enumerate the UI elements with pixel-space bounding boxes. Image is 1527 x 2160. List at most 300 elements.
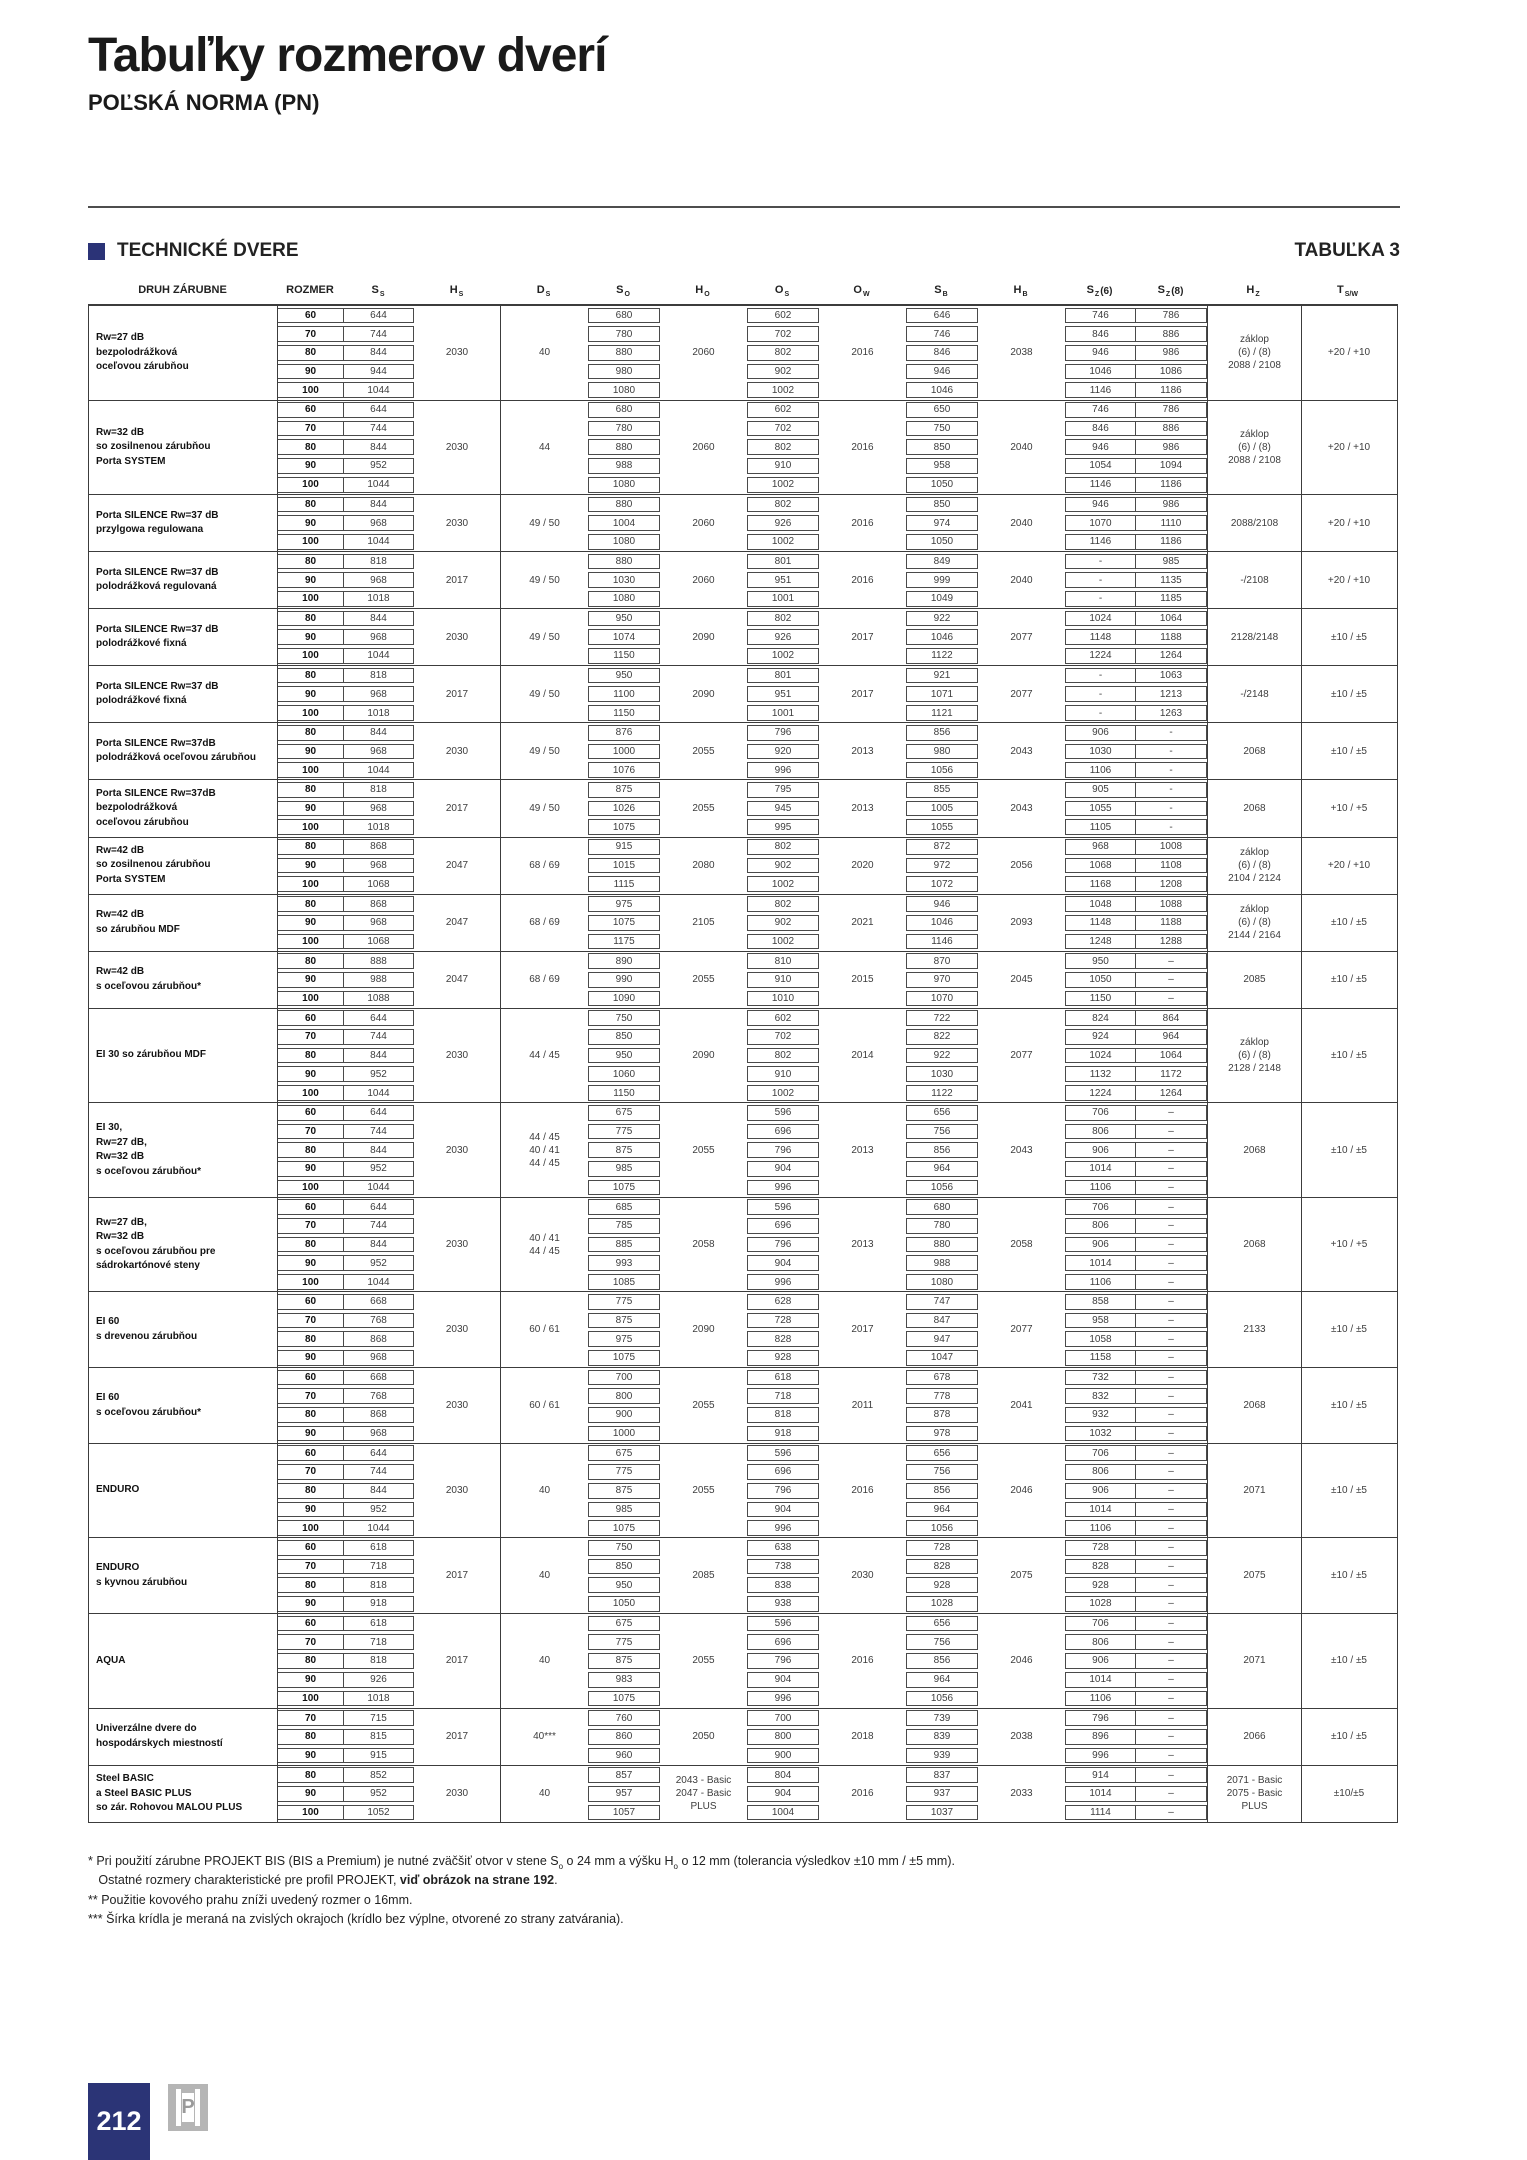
dimension-cell: 864	[1136, 1010, 1207, 1026]
dimension-cell: –	[1136, 991, 1207, 1007]
dimension-cell: 1004	[747, 1805, 819, 1821]
dimension-cell: 928	[906, 1577, 978, 1593]
column-ho: 2090	[692, 631, 715, 643]
column-ss	[344, 838, 414, 894]
dimension-cell: 910	[747, 972, 819, 988]
dimension-cell: 968	[1065, 839, 1136, 855]
column-sz6	[1065, 895, 1136, 951]
dimension-cell: 928	[1065, 1577, 1136, 1593]
dimension-cell: 945	[747, 801, 819, 817]
dimension-cell: 1146	[1065, 534, 1136, 550]
dimension-cell: 856	[906, 1142, 978, 1158]
dimension-cell: 904	[747, 1161, 819, 1177]
dimension-cell: 746	[1065, 402, 1136, 418]
column-so	[588, 666, 660, 722]
column-ow: 2020	[851, 860, 874, 872]
dimension-cell: 70	[278, 1029, 344, 1045]
column-so	[588, 1709, 660, 1765]
column-sz8	[1136, 1292, 1207, 1367]
dimension-cell: 872	[906, 839, 978, 855]
dimension-cell: 796	[747, 1237, 819, 1253]
dimension-cell: 775	[588, 1464, 660, 1480]
dimension-cell: 972	[906, 858, 978, 874]
column-hb: 2056	[1010, 860, 1033, 872]
dimension-cell: 70	[278, 421, 344, 437]
dimension-cell: 1001	[747, 705, 819, 721]
column-ow: 2017	[851, 688, 874, 700]
dimension-cell: 924	[1065, 1029, 1136, 1045]
dimension-cell: 1030	[588, 572, 660, 588]
column-os	[747, 780, 819, 836]
column-os	[747, 1103, 819, 1197]
column-os	[747, 1614, 819, 1708]
column-ss	[344, 495, 414, 551]
dimension-cell: 952	[344, 1161, 414, 1177]
dimension-cell: 768	[344, 1313, 414, 1329]
dimension-cell: 1018	[344, 819, 414, 835]
dimension-cell: 90	[278, 858, 344, 874]
dimension-cell: 1264	[1136, 1085, 1207, 1101]
dimension-cell: 90	[278, 915, 344, 931]
column-ds: 49 / 50	[529, 688, 560, 700]
column-ss	[344, 1103, 414, 1197]
dimension-cell: 80	[278, 497, 344, 513]
dimension-cell: 951	[747, 686, 819, 702]
column-sz8	[1136, 895, 1207, 951]
dimension-cell: 90	[278, 1255, 344, 1271]
dimension-cell: 80	[278, 953, 344, 969]
dimension-cell: 1030	[906, 1066, 978, 1082]
dimension-cell: 1186	[1136, 382, 1207, 398]
dimension-cell: 904	[747, 1255, 819, 1271]
column-t: ±10 / ±5	[1301, 1368, 1396, 1443]
dimension-cell: 968	[344, 858, 414, 874]
column-rozmer	[278, 666, 344, 722]
dimension-cell: 1068	[1065, 858, 1136, 874]
table-group-row	[88, 306, 1398, 401]
dimension-cell: 802	[747, 497, 819, 513]
column-sb	[906, 495, 978, 551]
column-hb: 2058	[1010, 1239, 1033, 1251]
dimension-cell: 980	[906, 744, 978, 760]
column-sz6	[1065, 1198, 1136, 1292]
dimension-cell: 80	[278, 554, 344, 570]
column-hb: 2033	[1010, 1788, 1033, 1800]
dimension-cell: 1263	[1136, 705, 1207, 721]
dimension-cell: 1044	[344, 1520, 414, 1536]
dimension-cell: 100	[278, 762, 344, 778]
dimension-cell: 70	[278, 1124, 344, 1140]
table-group-row	[88, 895, 1398, 952]
column-so	[588, 1198, 660, 1292]
column-t: +20 / +10	[1301, 552, 1396, 608]
dimension-cell: 886	[1136, 326, 1207, 342]
column-t: +20 / +10	[1301, 401, 1396, 495]
table-group-row	[88, 552, 1398, 609]
column-hz: záklop (6) / (8) 2088 / 2108	[1207, 401, 1301, 495]
dimension-cell: 1150	[588, 705, 660, 721]
column-so	[588, 952, 660, 1008]
dimension-cell: 1080	[588, 591, 660, 607]
column-header: $S_B$	[934, 284, 948, 298]
column-rozmer	[278, 1198, 344, 1292]
dimension-cell: 818	[344, 668, 414, 684]
dimension-cell: 1028	[906, 1596, 978, 1612]
column-sz6	[1065, 306, 1136, 400]
column-ow: 2016	[851, 517, 874, 529]
column-hb: 2038	[1010, 347, 1033, 359]
frame-type-label: Rw=27 dB bezpolodrážková oceľovou zárubňou	[89, 306, 278, 400]
dimension-cell: 1094	[1136, 458, 1207, 474]
column-hs: 2047	[414, 838, 501, 894]
column-ho: 2055	[692, 803, 715, 815]
column-sb	[906, 609, 978, 665]
column-ss	[344, 1292, 414, 1367]
dimension-cell: 856	[906, 725, 978, 741]
dimension-cell: 80	[278, 839, 344, 855]
column-sz8	[1136, 401, 1207, 495]
dimension-cell: 815	[344, 1729, 414, 1745]
dimension-cell: 988	[906, 1255, 978, 1271]
column-header: $T_{S/W}$	[1337, 284, 1358, 298]
dimension-cell: 780	[588, 326, 660, 342]
table-header-row	[88, 276, 1398, 304]
column-t: ±10 / ±5	[1301, 1103, 1396, 1197]
column-t: ±10/±5	[1301, 1766, 1396, 1822]
column-sb	[906, 1009, 978, 1103]
dimension-cell: 786	[1136, 308, 1207, 324]
dimension-cell: 920	[747, 744, 819, 760]
page-subtitle: POĽSKÁ NORMA (PN)	[88, 90, 320, 115]
column-header: $S_Z(6)$	[1086, 284, 1113, 298]
dimension-cell: 70	[278, 1218, 344, 1234]
dimension-cell: 1080	[588, 477, 660, 493]
dimension-cell: 995	[747, 819, 819, 835]
table-group-row	[88, 1368, 1398, 1444]
dimension-cell: 968	[344, 1350, 414, 1366]
dimension-cell: –	[1136, 1767, 1207, 1783]
frame-type-label: ENDURO	[89, 1444, 278, 1538]
dimension-cell: 832	[1065, 1388, 1136, 1404]
dimension-cell: 868	[344, 1407, 414, 1423]
dimension-cell: 828	[906, 1559, 978, 1575]
dimension-cell: 870	[906, 953, 978, 969]
dimension-cell: 602	[747, 308, 819, 324]
column-ss	[344, 1368, 414, 1443]
dimension-cell: 856	[906, 1483, 978, 1499]
column-so	[588, 401, 660, 495]
dimension-cell: 90	[278, 1672, 344, 1688]
dimension-cell: 1106	[1065, 1520, 1136, 1536]
column-sz6	[1065, 495, 1136, 551]
column-ds: 40	[538, 347, 551, 359]
dimension-cell: –	[1136, 1672, 1207, 1688]
column-rozmer	[278, 609, 344, 665]
column-os	[747, 1292, 819, 1367]
dimension-cell: 1014	[1065, 1672, 1136, 1688]
dimension-cell: 996	[747, 1520, 819, 1536]
dimension-cell: 796	[747, 725, 819, 741]
dimension-cell: 906	[1065, 1653, 1136, 1669]
dimension-cell: 90	[278, 1502, 344, 1518]
column-ow: 2017	[851, 1324, 874, 1336]
dimension-cell: 1050	[906, 477, 978, 493]
column-ho: 2090	[692, 1324, 715, 1336]
dimension-cell: 946	[1065, 497, 1136, 513]
dimension-cell: 1105	[1065, 819, 1136, 835]
dimension-cell: 850	[906, 439, 978, 455]
dimension-cell: 696	[747, 1464, 819, 1480]
column-so	[588, 1614, 660, 1708]
dimension-cell: 946	[1065, 439, 1136, 455]
frame-type-label: Porta SILENCE Rw=37dB polodrážková oceľovou zárubňou	[89, 723, 278, 779]
dimension-cell: 675	[588, 1445, 660, 1461]
dimension-cell: 1150	[588, 648, 660, 664]
column-ho: 2055	[692, 974, 715, 986]
dimension-cell: 800	[588, 1388, 660, 1404]
column-ow: 2013	[851, 1144, 874, 1156]
column-hz: 2133	[1207, 1292, 1301, 1367]
dimension-cell: 818	[344, 1653, 414, 1669]
column-hs: 2030	[414, 306, 501, 400]
dimension-cell: 596	[747, 1445, 819, 1461]
table-group-row	[88, 1766, 1398, 1823]
table-group-row	[88, 1709, 1398, 1766]
dimension-cell: 852	[344, 1767, 414, 1783]
dimension-cell: 1085	[588, 1274, 660, 1290]
footnote-line: *** Šírka krídla je meraná na zvislých okrajoch (krídlo bez výplne, otvorené zo strany zatvárania).	[88, 1912, 624, 1927]
dimension-cell: 656	[906, 1445, 978, 1461]
dimension-cell: 880	[588, 345, 660, 361]
dimension-cell: 804	[747, 1767, 819, 1783]
dimension-cell: 1148	[1065, 915, 1136, 931]
frame-type-label: EI 30 so zárubňou MDF	[89, 1009, 278, 1103]
table-group-row	[88, 1103, 1398, 1198]
dimension-cell: 646	[906, 308, 978, 324]
dimension-cell: –	[1136, 1634, 1207, 1650]
column-header: $H_S$	[449, 284, 464, 298]
dimension-cell: 968	[344, 515, 414, 531]
column-sb	[906, 552, 978, 608]
column-ow: 2016	[851, 441, 874, 453]
dimension-cell: 90	[278, 1426, 344, 1442]
dimension-cell: 828	[747, 1331, 819, 1347]
dimension-cell: 675	[588, 1616, 660, 1632]
column-ds: 68 / 69	[529, 917, 560, 929]
column-ss	[344, 609, 414, 665]
dimension-cell: –	[1136, 1255, 1207, 1271]
dimension-cell: 1075	[588, 1180, 660, 1196]
dimension-cell: 1075	[588, 1350, 660, 1366]
column-hs: 2017	[414, 666, 501, 722]
dimension-cell: 1018	[344, 705, 414, 721]
table-group-row	[88, 1538, 1398, 1614]
dimension-cell: 1044	[344, 382, 414, 398]
dimension-cell: 678	[906, 1370, 978, 1386]
dimension-cell: 1005	[906, 801, 978, 817]
frame-type-label: Porta SILENCE Rw=37 dB polodrážkové fixná	[89, 609, 278, 665]
column-so	[588, 723, 660, 779]
dimension-cell: 844	[344, 1237, 414, 1253]
dimension-cell: 90	[278, 515, 344, 531]
column-ho: 2055	[692, 1400, 715, 1412]
table-group-row	[88, 666, 1398, 723]
column-hz: -/2148	[1207, 666, 1301, 722]
dimension-cell: –	[1136, 1218, 1207, 1234]
table-group-row	[88, 609, 1398, 666]
dimension-cell: –	[1136, 1124, 1207, 1140]
column-sz8	[1136, 780, 1207, 836]
column-header: $D_S$	[536, 284, 551, 298]
dimension-cell: 985	[1136, 554, 1207, 570]
frame-type-label: EI 30, Rw=27 dB, Rw=32 dB s oceľovou zárubňou*	[89, 1103, 278, 1197]
column-ho: 2055	[692, 1485, 715, 1497]
dimension-cell: –	[1136, 1748, 1207, 1764]
dimension-cell: 806	[1065, 1124, 1136, 1140]
column-t: +20 / +10	[1301, 306, 1396, 400]
column-sz8	[1136, 1103, 1207, 1197]
column-rozmer	[278, 1766, 344, 1822]
column-ds: 49 / 50	[529, 745, 560, 757]
dimension-cell: -	[1065, 705, 1136, 721]
dimension-cell: 968	[344, 801, 414, 817]
dimension-cell: 849	[906, 554, 978, 570]
column-t: +20 / +10	[1301, 838, 1396, 894]
dimension-cell: 1106	[1065, 762, 1136, 778]
column-hs: 2030	[414, 1368, 501, 1443]
column-ds: 40***	[533, 1731, 556, 1743]
dimension-cell: –	[1136, 1596, 1207, 1612]
dimension-cell: 1018	[344, 591, 414, 607]
column-sz6	[1065, 1368, 1136, 1443]
dimension-cell: 696	[747, 1218, 819, 1234]
dimension-cell: 1057	[588, 1805, 660, 1821]
dimension-cell: 80	[278, 439, 344, 455]
column-hz: 2066	[1207, 1709, 1301, 1765]
dimension-cell: 796	[747, 1142, 819, 1158]
dimension-cell: 1055	[1065, 801, 1136, 817]
dimension-cell: 1075	[588, 819, 660, 835]
column-so	[588, 495, 660, 551]
dimension-cell: 918	[344, 1596, 414, 1612]
dimension-cell: 875	[588, 1313, 660, 1329]
dimension-cell: 1049	[906, 591, 978, 607]
dimension-cell: 983	[588, 1672, 660, 1688]
column-hz: 2071	[1207, 1444, 1301, 1538]
column-t: +10 / +5	[1301, 1198, 1396, 1292]
dimension-cell: 1047	[906, 1350, 978, 1366]
dimension-cell: 1050	[588, 1596, 660, 1612]
dimension-cell: 905	[1065, 782, 1136, 798]
column-ds: 49 / 50	[529, 803, 560, 815]
column-ho: 2055	[692, 1655, 715, 1667]
column-os	[747, 306, 819, 400]
dimension-cell: 1028	[1065, 1596, 1136, 1612]
dimension-cell: 70	[278, 1313, 344, 1329]
dimension-cell: 950	[588, 1577, 660, 1593]
column-ow: 2016	[851, 1485, 874, 1497]
dimension-cell: 928	[747, 1350, 819, 1366]
dimension-cell: 90	[278, 572, 344, 588]
column-hz: 2085	[1207, 952, 1301, 1008]
dimension-cell: 1080	[588, 382, 660, 398]
column-t: ±10 / ±5	[1301, 609, 1396, 665]
column-t: ±10 / ±5	[1301, 952, 1396, 1008]
column-ow: 2014	[851, 1050, 874, 1062]
table-group-row	[88, 1292, 1398, 1368]
dimension-cell: 932	[1065, 1407, 1136, 1423]
dimension-cell: 1050	[1065, 972, 1136, 988]
dimension-cell: 596	[747, 1199, 819, 1215]
dimension-cell: 876	[588, 725, 660, 741]
dimension-cell: 1063	[1136, 668, 1207, 684]
dimension-cell: 80	[278, 1048, 344, 1064]
dimension-cell: 950	[588, 668, 660, 684]
column-hs: 2030	[414, 609, 501, 665]
column-header: $H_B$	[1013, 284, 1028, 298]
dimension-cell: 80	[278, 1729, 344, 1745]
column-ho: 2105	[692, 917, 715, 929]
dimension-cell: 1044	[344, 1274, 414, 1290]
frame-type-label: Univerzálne dvere do hospodárskych miestností	[89, 1709, 278, 1765]
table-group-row	[88, 1444, 1398, 1539]
dimension-cell: 728	[906, 1540, 978, 1556]
dimension-cell: 850	[588, 1559, 660, 1575]
dimension-cell: 946	[906, 364, 978, 380]
column-ds: 40	[538, 1570, 551, 1582]
section-header	[88, 240, 1400, 262]
column-rozmer	[278, 1709, 344, 1765]
column-os	[747, 495, 819, 551]
dimension-cell: -	[1065, 554, 1136, 570]
dimension-cell: 1010	[747, 991, 819, 1007]
dimension-cell: 1108	[1136, 858, 1207, 874]
column-hb: 2040	[1010, 441, 1033, 453]
dimension-cell: 100	[278, 591, 344, 607]
dimension-cell: 802	[747, 611, 819, 627]
dimension-cell: –	[1136, 1350, 1207, 1366]
divider-rule	[88, 206, 1400, 208]
dimension-cell: -	[1136, 762, 1207, 778]
column-os	[747, 1009, 819, 1103]
frame-type-label: Porta SILENCE Rw=37 dB polodrážková regulovaná	[89, 552, 278, 608]
column-ow: 2017	[851, 631, 874, 643]
column-sz6	[1065, 1444, 1136, 1538]
dimension-cell: -	[1065, 668, 1136, 684]
dimension-cell: 1046	[1065, 364, 1136, 380]
column-hz: záklop (6) / (8) 2104 / 2124	[1207, 838, 1301, 894]
dimension-cell: 760	[588, 1710, 660, 1726]
dimension-cell: 90	[278, 801, 344, 817]
column-ho: 2055	[692, 1144, 715, 1156]
column-hs: 2030	[414, 1103, 501, 1197]
column-sz6	[1065, 1614, 1136, 1708]
column-ho: 2055	[692, 745, 715, 757]
dimension-cell: 1026	[588, 801, 660, 817]
dimension-cell: 1186	[1136, 534, 1207, 550]
dimension-cell: 896	[1065, 1729, 1136, 1745]
dimension-cell: 837	[906, 1767, 978, 1783]
dimension-cell: 1001	[747, 591, 819, 607]
dimension-cell: 856	[906, 1653, 978, 1669]
column-ss	[344, 1538, 414, 1613]
column-header: ROZMER	[286, 284, 334, 296]
column-header: $S_Z(8)$	[1157, 284, 1184, 298]
dimension-cell: 1055	[906, 819, 978, 835]
dimension-cell: 1030	[1065, 744, 1136, 760]
dimension-cell: 786	[1136, 402, 1207, 418]
dimension-cell: 886	[1136, 421, 1207, 437]
